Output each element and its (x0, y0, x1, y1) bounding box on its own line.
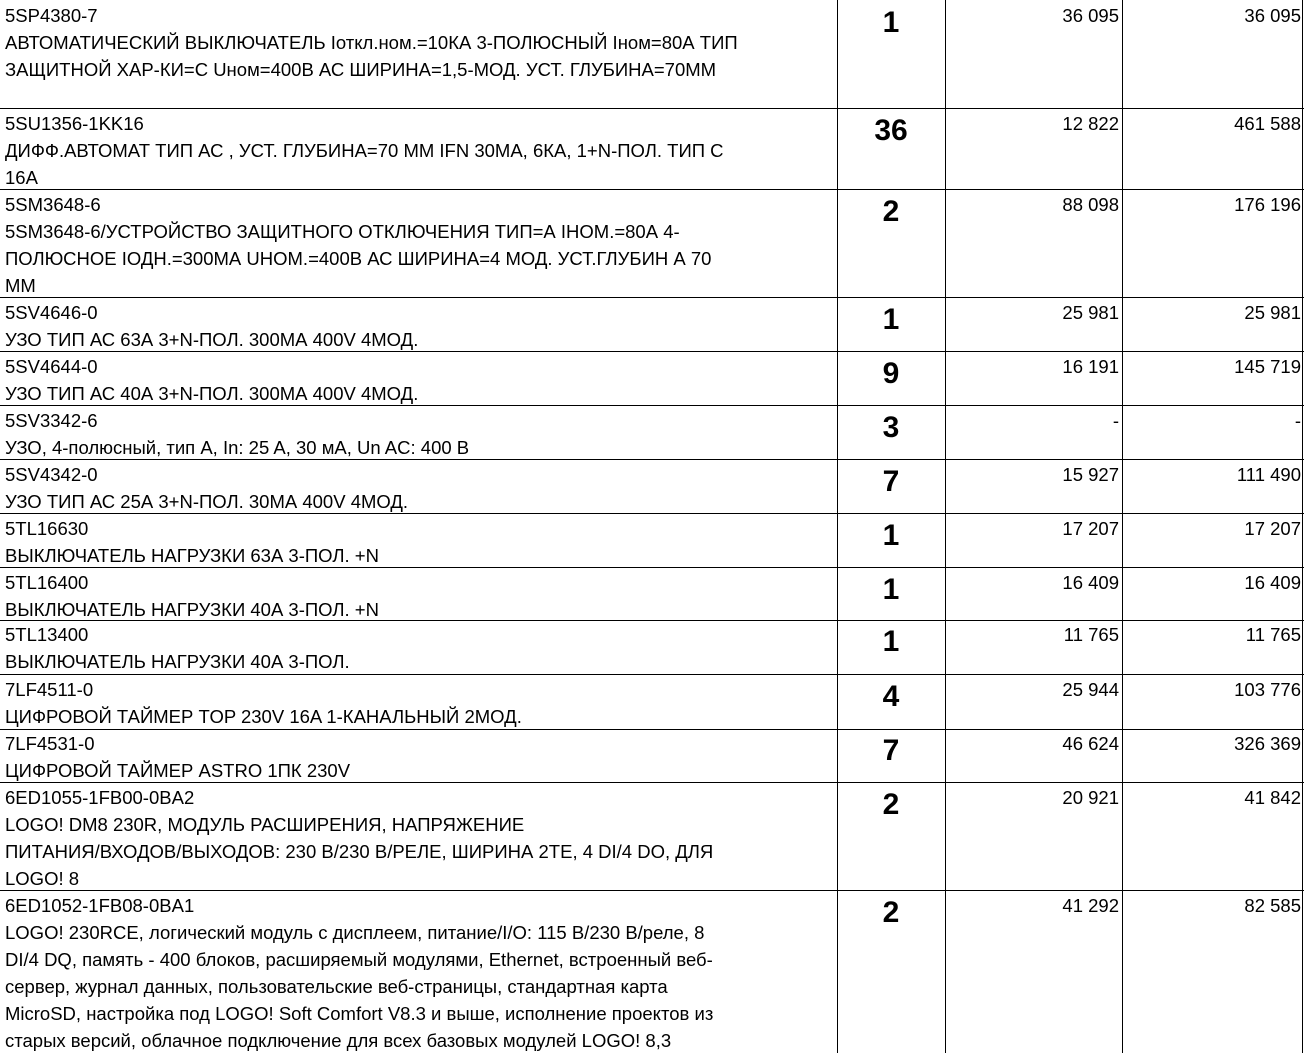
item-quantity: 1 (882, 8, 900, 38)
item-code: 5SP4380-7 (5, 5, 98, 26)
item-quantity: 1 (882, 575, 900, 605)
item-code: 7LF4531-0 (5, 733, 95, 754)
row-border (0, 108, 1304, 109)
table-row (5, 730, 835, 784)
item-total: 41 842 (1244, 787, 1301, 808)
item-description-line: LOGO! 230RCE, логический модуль с дисплеем, питание/I/O: 115 В/230 В/реле, 8 (5, 922, 705, 943)
item-total: 82 585 (1244, 895, 1301, 916)
item-quantity: 3 (882, 413, 900, 443)
item-description-line: 16А (5, 167, 38, 188)
item-description-line: LOGO! DM8 230R, МОДУЛЬ РАСШИРЕНИЯ, НАПРЯЖЕНИЕ (5, 814, 525, 835)
item-quantity: 2 (882, 898, 900, 928)
item-quantity: 4 (882, 682, 900, 712)
item-description-line: ПИТАНИЯ/ВХОДОВ/ВЫХОДОВ: 230 В/230 В/РЕЛЕ, ШИРИНА 2TE, 4 DI/4 DO, ДЛЯ (5, 841, 714, 862)
item-quantity: 1 (882, 305, 900, 335)
column-border (1122, 0, 1123, 1053)
item-description-line: старых версий, облачное подключение для всех базовых модулей LOGO! 8,3 (5, 1030, 672, 1051)
item-description-line: ДИФФ.АВТОМАТ ТИП АС , УСТ. ГЛУБИНА=70 ММ IFN 30МА, 6КА, 1+N-ПОЛ. ТИП С (5, 140, 724, 161)
item-total: - (1294, 410, 1301, 431)
table-row (5, 784, 835, 892)
item-description-line: ВЫКЛЮЧАТЕЛЬ НАГРУЗКИ 40А 3-ПОЛ. +N (5, 599, 379, 620)
item-description-line: ЗАЩИТНОЙ ХАР-КИ=С Uном=400В АС ШИРИНА=1,5-МОД. УСТ. ГЛУБИНА=70ММ (5, 59, 717, 80)
item-description-line: АВТОМАТИЧЕСКИЙ ВЫКЛЮЧАТЕЛЬ Iоткл.ном.=10КА 3-ПОЛЮСНЫЙ Iном=80А ТИП (5, 32, 738, 53)
table-row (5, 2, 835, 83)
item-description-line: ПОЛЮСНОЕ IОДН.=300МА UНОМ.=400В АС ШИРИНА=4 МОД. УСТ.ГЛУБИН А 70 (5, 248, 712, 269)
item-quantity: 9 (882, 359, 900, 389)
item-total: 145 719 (1234, 356, 1301, 377)
item-quantity: 1 (882, 521, 900, 551)
item-code: 7LF4511-0 (5, 679, 94, 700)
item-unit-price: 17 207 (1062, 518, 1119, 539)
item-code: 5SV4644-0 (5, 356, 98, 377)
item-quantity: 1 (882, 627, 900, 657)
item-code: 5TL16400 (5, 572, 89, 593)
item-total: 176 196 (1234, 194, 1301, 215)
item-quantity: 36 (874, 116, 908, 146)
item-unit-price: 41 292 (1062, 895, 1119, 916)
item-unit-price: 16 409 (1062, 572, 1119, 593)
item-unit-price: 25 944 (1062, 679, 1119, 700)
item-code: 5SU1356-1KK16 (5, 113, 144, 134)
item-total: 17 207 (1244, 518, 1301, 539)
item-total: 111 490 (1236, 464, 1301, 485)
item-description-line: LOGO! 8 (5, 868, 80, 889)
table-row (5, 461, 835, 515)
table-row (5, 110, 835, 191)
item-quantity: 7 (882, 736, 900, 766)
item-unit-price: - (1112, 410, 1119, 431)
item-description-line: ЦИФРОВОЙ ТАЙМЕР ASTRO 1ПК 230V (5, 760, 351, 781)
item-unit-price: 16 191 (1062, 356, 1119, 377)
column-border (1302, 0, 1303, 1053)
item-description-line: УЗО ТИП АС 25А 3+N-ПОЛ. 30МА 400V 4МОД. (5, 491, 409, 512)
item-description-line: УЗО ТИП АС 40А 3+N-ПОЛ. 300МА 400V 4МОД. (5, 383, 419, 404)
item-total: 36 095 (1244, 5, 1301, 26)
item-total: 326 369 (1234, 733, 1301, 754)
item-quantity: 7 (882, 467, 900, 497)
item-description-line: MicroSD, настройка под LOGO! Soft Comfort V8.3 и выше, исполнение проектов из (5, 1003, 714, 1024)
table-row (5, 515, 835, 569)
item-code: 5SV3342-6 (5, 410, 98, 431)
item-unit-price: 11 765 (1063, 624, 1119, 645)
item-description-line: DI/4 DQ, память - 400 блоков, расширяемый модулями, Ethernet, встроенный веб- (5, 949, 713, 970)
item-description-line: 5SM3648-6/УСТРОЙСТВО ЗАЩИТНОГО ОТКЛЮЧЕНИЯ ТИП=А IНОМ.=80А 4- (5, 221, 680, 242)
item-quantity: 2 (882, 197, 900, 227)
item-code: 5TL16630 (5, 518, 89, 539)
item-total: 11 765 (1245, 624, 1301, 645)
item-code: 5SV4342-0 (5, 464, 98, 485)
item-code: 6ED1055-1FB00-0BA2 (5, 787, 195, 808)
item-description-line: УЗО ТИП АС 63А 3+N-ПОЛ. 300МА 400V 4МОД. (5, 329, 419, 350)
table-row (5, 191, 835, 299)
item-total: 25 981 (1244, 302, 1301, 323)
item-total: 103 776 (1234, 679, 1301, 700)
item-unit-price: 88 098 (1062, 194, 1119, 215)
item-code: 5SV4646-0 (5, 302, 98, 323)
item-description-line: УЗО, 4-полюсный, тип A, In: 25 A, 30 мА, Un AC: 400 В (5, 437, 470, 458)
table-row (5, 676, 835, 730)
item-code: 6ED1052-1FB08-0BA1 (5, 895, 195, 916)
table-row (5, 569, 835, 623)
item-description-line: ВЫКЛЮЧАТЕЛЬ НАГРУЗКИ 40А 3-ПОЛ. (5, 651, 350, 672)
item-quantity: 2 (882, 790, 900, 820)
item-unit-price: 12 822 (1062, 113, 1119, 134)
item-description-line: ЦИФРОВОЙ ТАЙМЕР TOP 230V 16A 1-КАНАЛЬНЫЙ 2МОД. (5, 706, 522, 727)
item-unit-price: 46 624 (1062, 733, 1119, 754)
table-row (5, 621, 835, 675)
item-unit-price: 25 981 (1062, 302, 1119, 323)
item-total: 16 409 (1244, 572, 1301, 593)
item-unit-price: 20 921 (1062, 787, 1119, 808)
item-description-line: ММ (5, 275, 36, 296)
table-row (5, 407, 835, 461)
item-description-line: сервер, журнал данных, пользовательские веб-страницы, стандартная карта (5, 976, 668, 997)
table-row (5, 299, 835, 353)
item-code: 5TL13400 (5, 624, 89, 645)
table-row (5, 892, 835, 1054)
item-total: 461 588 (1234, 113, 1301, 134)
item-unit-price: 15 927 (1062, 464, 1119, 485)
item-unit-price: 36 095 (1062, 5, 1119, 26)
item-code: 5SM3648-6 (5, 194, 101, 215)
item-description-line: ВЫКЛЮЧАТЕЛЬ НАГРУЗКИ 63А 3-ПОЛ. +N (5, 545, 379, 566)
table-row (5, 353, 835, 407)
